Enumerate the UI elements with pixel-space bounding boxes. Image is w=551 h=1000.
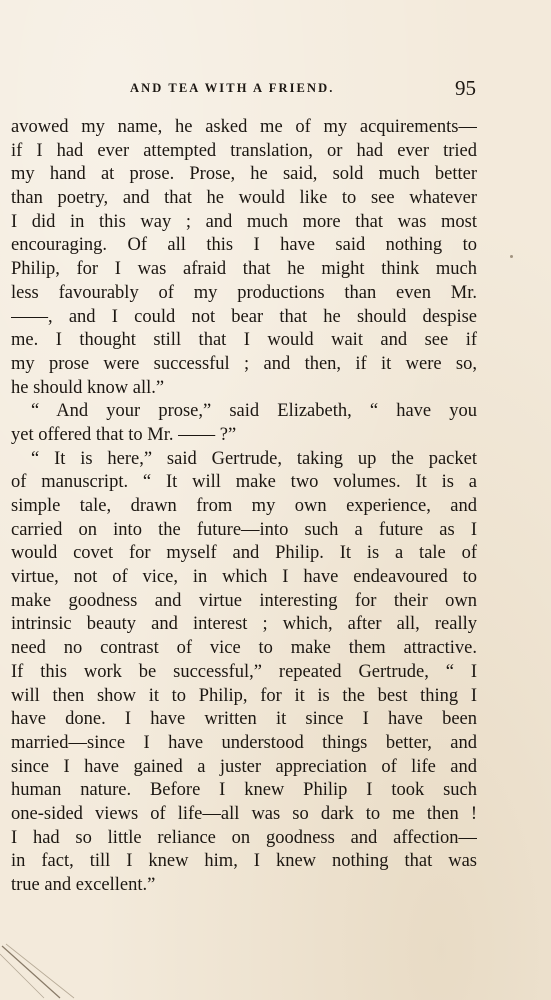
page-header	[0, 72, 551, 102]
paper-speck	[510, 255, 513, 258]
text-line: encouraging. Of all this I have said nothing to	[11, 235, 477, 256]
page-number: 95	[455, 76, 476, 100]
text-line: in fact, till I knew him, I knew nothing that was	[11, 851, 477, 872]
text-line: simple tale, drawn from my own experience, and	[11, 496, 477, 516]
text-line: me. I thought still that I would wait and see if	[11, 330, 477, 351]
text-line: avowed my name, he asked me of my acquirements—	[11, 117, 477, 137]
text-line: my hand at prose. Prose, he said, sold much better	[11, 164, 477, 185]
text-line: need no contrast of vice to make them attractive.	[11, 638, 477, 659]
text-line: he should know all.”	[11, 377, 165, 398]
text-line: less favourably of my productions than even Mr.	[11, 282, 477, 303]
text-line: yet offered that to Mr. —— ?”	[11, 424, 237, 445]
text-line: human nature. Before I knew Philip I took such	[11, 780, 477, 801]
text-line: virtue, not of vice, in which I have endeavoured to	[11, 567, 477, 588]
text-line: I had so little reliance on goodness and affection—	[11, 827, 477, 848]
text-line: since I have gained a juster appreciation of life and	[11, 756, 477, 777]
text-line: Philip, for I was afraid that he might think much	[11, 259, 477, 280]
running-head: AND TEA WITH A FRIEND.	[130, 81, 335, 95]
text-line: If this work be successful,” repeated Gertrude, “ I	[11, 661, 477, 682]
text-line: “ And your prose,” said Elizabeth, “ have you	[31, 401, 477, 422]
text-line: “ It is here,” said Gertrude, taking up the packet	[31, 448, 477, 469]
page-corner-mark	[0, 940, 110, 1000]
text-line: I did in this way ; and much more that was most	[11, 211, 477, 232]
text-line: than poetry, and that he would like to see whatever	[11, 188, 477, 209]
text-line: married—since I have understood things better, and	[11, 732, 477, 753]
text-line: of manuscript. “ It will make two volumes. It is a	[11, 472, 477, 493]
text-line: intrinsic beauty and interest ; which, after all, really	[11, 614, 477, 635]
text-line: carried on into the future—into such a future as I	[11, 519, 477, 540]
text-line: will then show it to Philip, for it is the best thing I	[11, 685, 477, 706]
text-line: would covet for myself and Philip. It is a tale of	[11, 543, 477, 564]
body-text	[11, 116, 477, 898]
text-line: make goodness and virtue interesting for their own	[11, 590, 477, 611]
text-line: one-sided views of life—all was so dark to me then !	[11, 803, 477, 824]
text-line: have done. I have written it since I have been	[11, 709, 477, 730]
text-line: ——, and I could not bear that he should despise	[11, 306, 477, 327]
text-line: if I had ever attempted translation, or had ever tried	[11, 140, 477, 161]
text-line: true and excellent.”	[11, 875, 156, 895]
text-line: my prose were successful ; and then, if it were so,	[11, 353, 477, 374]
